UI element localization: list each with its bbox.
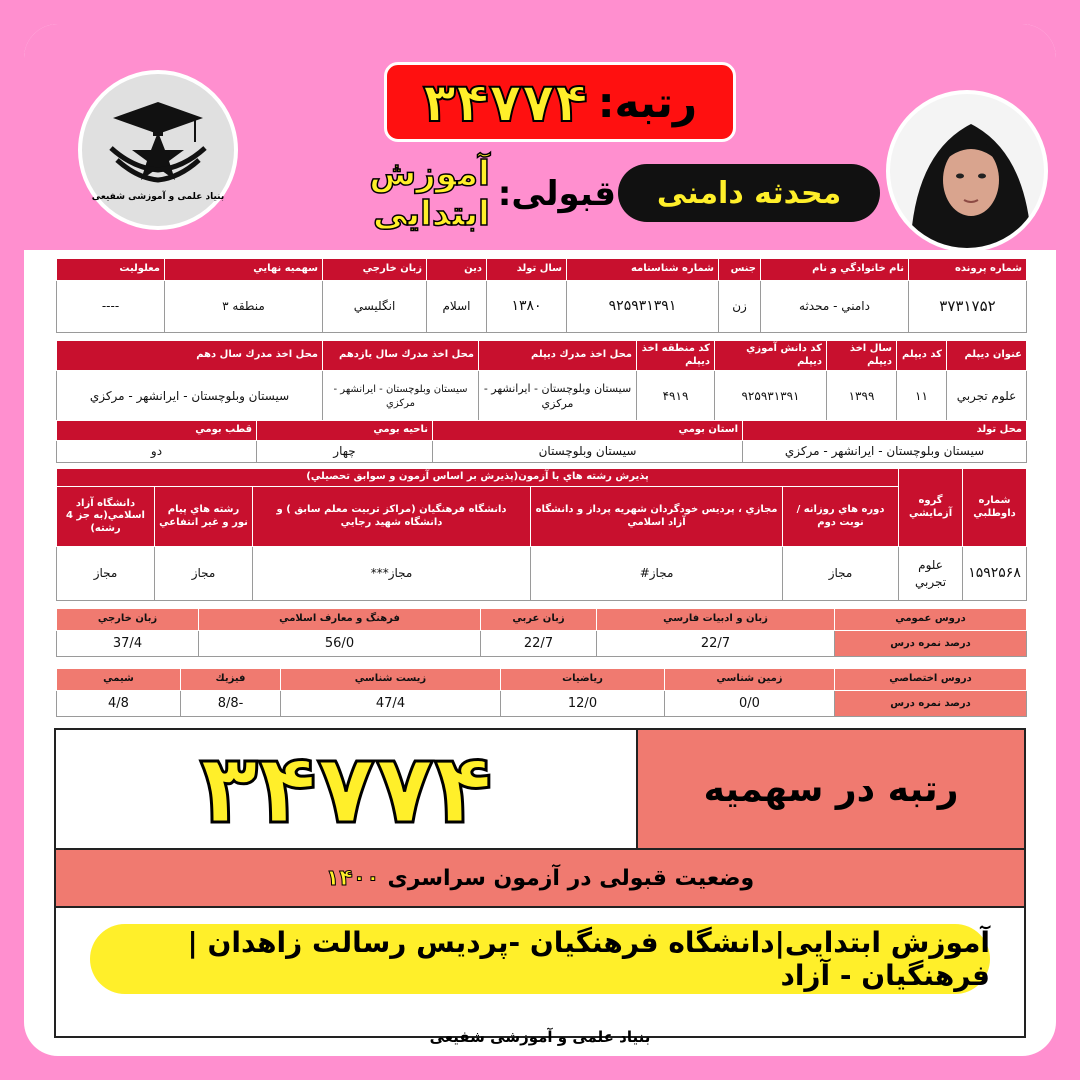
general-courses-label: دروس عمومي bbox=[835, 609, 1027, 631]
header-religion: دين bbox=[427, 259, 487, 281]
bottom-summary bbox=[54, 728, 1026, 1038]
header-islamic-culture: فرهنگ و معارف اسلامي bbox=[199, 609, 481, 631]
score-physics: -8/8 bbox=[181, 691, 281, 717]
diploma-table bbox=[56, 340, 1027, 423]
score-islamic-culture: 56/0 bbox=[199, 631, 481, 657]
native-province: سيستان وبلوچستان bbox=[433, 441, 743, 463]
student-name: محدثه دامنی bbox=[618, 164, 880, 222]
quota-rank-label: رتبه در سهمیه bbox=[638, 730, 1024, 848]
diploma-place: سيستان وبلوچستان - ايرانشهر - مركزي bbox=[479, 371, 637, 423]
logo bbox=[78, 70, 238, 230]
file-number: ۳۷۳۱۷۵۲ bbox=[909, 281, 1027, 333]
exam-year: ۱۴۰۰ bbox=[325, 865, 380, 891]
header-native-region: ناحيه بومي bbox=[257, 421, 433, 441]
header-disability: معلوليت bbox=[57, 259, 165, 281]
score-arabic: 22/7 bbox=[481, 631, 597, 657]
header-foreign-lang-score: زبان خارجي bbox=[57, 609, 199, 631]
diploma-code: ۱۱ bbox=[897, 371, 947, 423]
foreign-language: انگليسي bbox=[323, 281, 427, 333]
header-birth-place: محل تولد bbox=[743, 421, 1027, 441]
header-virtual-campus: مجازي ، پرديس خودگردان شهريه پرداز و دانشگاه آزاد اسلامي bbox=[531, 487, 783, 547]
score-math: 12/0 bbox=[501, 691, 665, 717]
exam-status-text: وضعیت قبولی در آزمون سراسری bbox=[387, 865, 755, 891]
id-number: ۹۲۵۹۳۱۳۹۱ bbox=[567, 281, 719, 333]
special-percent-label: درصد نمره درس bbox=[835, 691, 1027, 717]
header-grade10-place: محل اخذ مدرك سال دهم bbox=[57, 341, 323, 371]
logo-caption: بنیاد علمی و آموزشی شفیعی bbox=[91, 192, 225, 202]
candidate-number: ۱۵۹۲۵۶۸ bbox=[963, 547, 1027, 601]
header-arabic: زبان عربي bbox=[481, 609, 597, 631]
birth-year: ۱۳۸۰ bbox=[487, 281, 567, 333]
daily-courses-status: مجاز bbox=[783, 547, 899, 601]
header-diploma-code: كد ديپلم bbox=[897, 341, 947, 371]
header-final-quota: سهميه نهايي bbox=[165, 259, 323, 281]
student-code: ۹۲۵۹۳۱۳۹۱ bbox=[715, 371, 827, 423]
header-id-number: شماره شناسنامه bbox=[567, 259, 719, 281]
footer-caption: بنیاد علمی و آموزشی شفیعی bbox=[429, 1028, 651, 1046]
native-region: چهار bbox=[257, 441, 433, 463]
birth-place: سيستان وبلوچستان - ايرانشهر - مركزي bbox=[743, 441, 1027, 463]
azad-status: مجاز bbox=[57, 547, 155, 601]
header-farhangian: دانشگاه فرهنگيان (مراكز تربيت معلم سابق ) و دانشگاه شهيد رجايي bbox=[253, 487, 531, 547]
result-card bbox=[24, 24, 1056, 1056]
student-photo bbox=[886, 90, 1048, 252]
religion: اسلام bbox=[427, 281, 487, 333]
gender: زن bbox=[719, 281, 761, 333]
full-name: دامني - محدثه bbox=[761, 281, 909, 333]
header-student-code: كد دانش آموزي ديپلم bbox=[715, 341, 827, 371]
header-diploma-year: سال اخذ ديپلم bbox=[827, 341, 897, 371]
header-azad: دانشگاه آزاد اسلامي(به جز 4 رشته) bbox=[57, 487, 155, 547]
score-geology: 0/0 bbox=[665, 691, 835, 717]
farhangian-status: مجاز*** bbox=[253, 547, 531, 601]
accepted-value: آموزش ابتدایی bbox=[369, 154, 490, 234]
score-biology: 47/4 bbox=[281, 691, 501, 717]
final-major: آموزش ابتدایی|دانشگاه فرهنگیان -پردیس رسالت زاهدان | فرهنگیان - آزاد bbox=[90, 924, 990, 994]
disability: ---- bbox=[57, 281, 165, 333]
general-scores-table bbox=[56, 608, 1027, 657]
header-biology: زيست شناسي bbox=[281, 669, 501, 691]
header-geology: زمين شناسي bbox=[665, 669, 835, 691]
region-code: ۴۹۱۹ bbox=[637, 371, 715, 423]
personal-info-table bbox=[56, 258, 1027, 333]
grade10-place: سيستان وبلوچستان - ايرانشهر - مركزي bbox=[57, 371, 323, 423]
header-chemistry: شيمي bbox=[57, 669, 181, 691]
accepted-label: قبولی: bbox=[497, 174, 616, 214]
exam-group: علوم تجربي bbox=[899, 547, 963, 601]
native-pole: دو bbox=[57, 441, 257, 463]
rank-value: ۳۴۷۷۴ bbox=[422, 70, 588, 134]
header-daily-courses: دوره هاي روزانه / نوبت دوم bbox=[783, 487, 899, 547]
rank-label: رتبه: bbox=[597, 77, 698, 127]
rank-pill bbox=[384, 62, 736, 142]
exam-status bbox=[56, 848, 1024, 908]
payam-noor-status: مجاز bbox=[155, 547, 253, 601]
special-courses-label: دروس اختصاصي bbox=[835, 669, 1027, 691]
score-foreign-lang: 37/4 bbox=[57, 631, 199, 657]
header-payam-noor: رشته هاي پيام نور و غير انتفاعي bbox=[155, 487, 253, 547]
diploma-year: ۱۳۹۹ bbox=[827, 371, 897, 423]
header-full-name: نام خانوادگي و نام bbox=[761, 259, 909, 281]
header-file-number: شماره پرونده bbox=[909, 259, 1027, 281]
header-grade11-place: محل اخذ مدرك سال يازدهم bbox=[323, 341, 479, 371]
acceptance-table bbox=[56, 468, 1027, 601]
grade11-place: سيستان وبلوچستان - ايرانشهر - مركزي bbox=[323, 371, 479, 423]
score-chemistry: 4/8 bbox=[57, 691, 181, 717]
header-native-pole: قطب بومي bbox=[57, 421, 257, 441]
special-scores-table bbox=[56, 668, 1027, 717]
header-diploma-place: محل اخذ مدرك ديپلم bbox=[479, 341, 637, 371]
header-diploma-title: عنوان ديپلم bbox=[947, 341, 1027, 371]
virtual-campus-status: مجاز# bbox=[531, 547, 783, 601]
header-native-province: استان بومي bbox=[433, 421, 743, 441]
acceptance-title: پذيرش رشته هاي با آزمون(پذيرش بر اساس آزمون و سوابق تحصيلي) bbox=[57, 469, 899, 487]
header-exam-group: گروه آزمايشي bbox=[899, 469, 963, 547]
graduation-cap-star-icon bbox=[103, 98, 213, 188]
header-math: رياضيات bbox=[501, 669, 665, 691]
score-persian: 22/7 bbox=[597, 631, 835, 657]
location-table bbox=[56, 420, 1027, 463]
general-percent-label: درصد نمره درس bbox=[835, 631, 1027, 657]
header-region-code: كد منطقه اخذ ديپلم bbox=[637, 341, 715, 371]
header-physics: فيزيك bbox=[181, 669, 281, 691]
final-quota: منطقه ۳ bbox=[165, 281, 323, 333]
diploma-title: علوم تجربي bbox=[947, 371, 1027, 423]
header-birth-year: سال تولد bbox=[487, 259, 567, 281]
accepted-major bbox=[244, 154, 616, 234]
quota-rank-number: ۳۴۷۷۴ bbox=[56, 730, 638, 848]
header-candidate-number: شماره داوطلبي bbox=[963, 469, 1027, 547]
header-gender: جنس bbox=[719, 259, 761, 281]
header-foreign-language: زبان خارجي bbox=[323, 259, 427, 281]
header-persian: زبان و ادبيات فارسي bbox=[597, 609, 835, 631]
